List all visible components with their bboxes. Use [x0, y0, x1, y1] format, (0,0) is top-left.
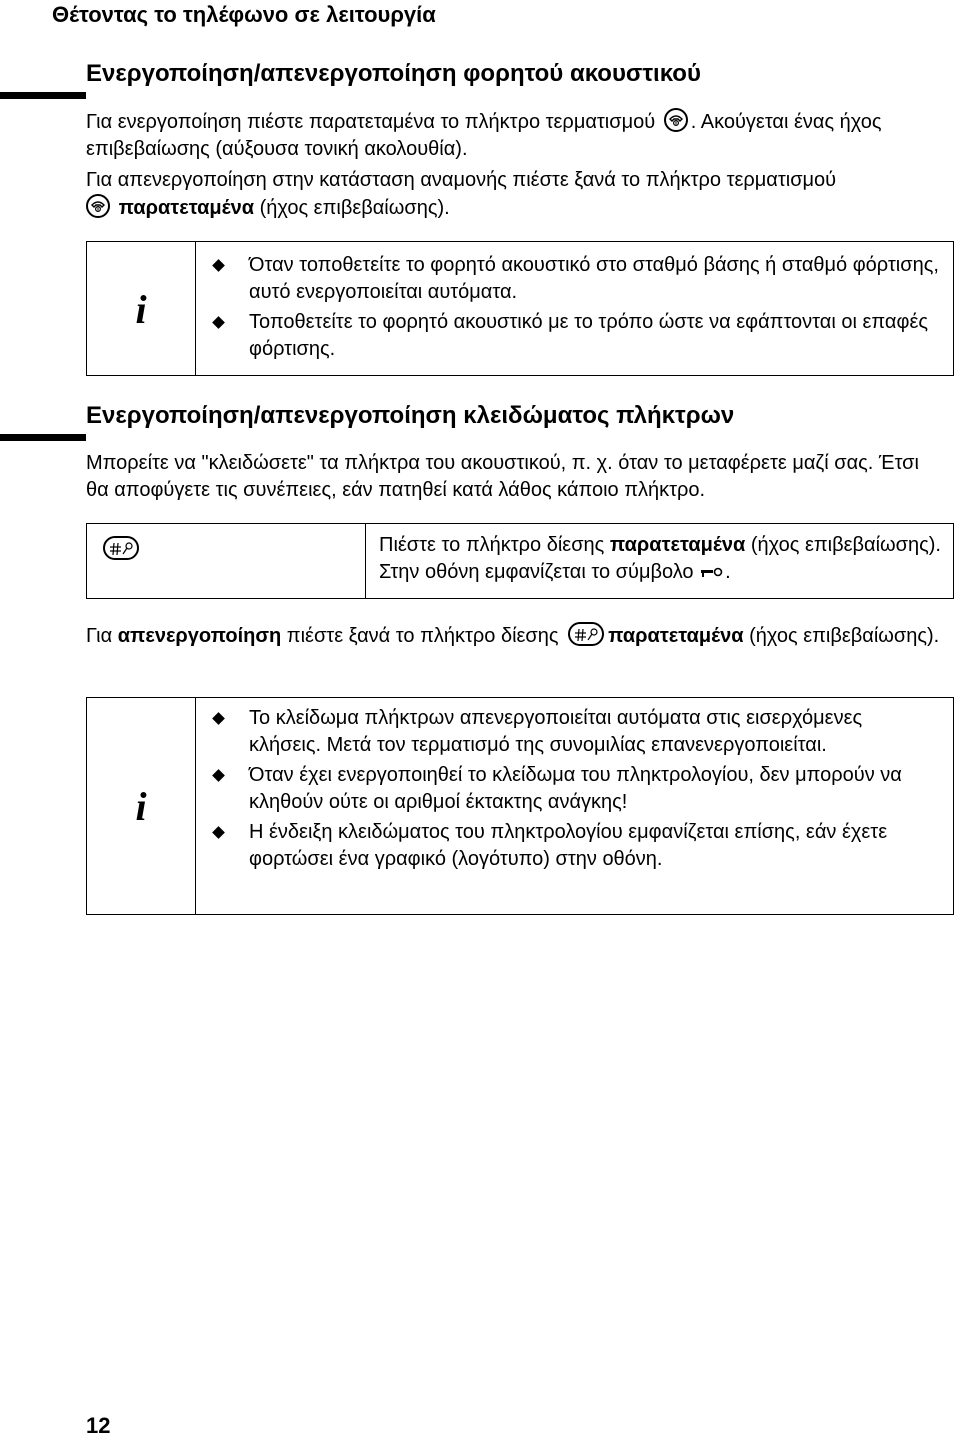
info-box-charging [86, 241, 954, 376]
paragraph-key-lock-intro: Μπορείτε να "κλειδώσετε" τα πλήκτρα του ακουστικού, π. χ. όταν το μεταφέρετε μαζί σας. Έτσι θα αποφύγετε τις συνέπειες, εάν πατηθεί κατά λάθος κάποιο πλήκτρο. [86, 452, 919, 501]
diamond-bullet-icon [212, 826, 225, 839]
info-list [209, 705, 939, 876]
step-box-lock [86, 523, 954, 599]
list-item-text: Το κλείδωμα πλήκτρων απενεργοποιείται αυτόματα στις εισερχόμενες κλήσεις. Μετά τον τερματισμό της συνομιλίας επανενεργοποιείται. [249, 707, 863, 756]
list-item [209, 252, 939, 306]
step-text: . [725, 561, 731, 583]
info-box-key-lock [86, 697, 954, 915]
list-item [209, 762, 939, 816]
page-number: 12 [86, 1413, 111, 1438]
paragraph-text: Για [86, 625, 118, 647]
list-item-text: Τοποθετείτε το φορητό ακουστικό με το τρόπο ώστε να εφάπτονται οι επαφές φόρτισης. [249, 311, 929, 360]
diamond-bullet-icon [212, 712, 225, 725]
end-call-key-icon [664, 108, 688, 132]
list-item [209, 309, 939, 363]
list-item-text: Η ένδειξη κλειδώματος του πληκτρολογίου εμφανίζεται επίσης, εάν έχετε φορτώσει ένα γραφικό (λογότυπο) στην οθόνη. [249, 821, 888, 870]
step-text: Πιέστε το πλήκτρο δίεσης [379, 534, 610, 556]
paragraph-text: Για ενεργοποίηση πιέστε παρατεταμένα το πλήκτρο τερματισμού [86, 111, 656, 133]
info-list [209, 252, 939, 366]
paragraph-power-off [86, 167, 946, 222]
paragraph-text: Για απενεργοποίηση στην κατάσταση αναμονής πιέστε ξανά το πλήκτρο τερματισμού [86, 169, 837, 191]
emphasis-text: απενεργοποίηση [117, 625, 282, 647]
paragraph-power-on [86, 108, 946, 163]
hash-key-icon [103, 536, 139, 560]
section-title-handset-power: Ενεργοποίηση/απενεργοποίηση φορητού ακουστικού [86, 60, 701, 87]
section-title-key-lock: Ενεργοποίηση/απενεργοποίηση κλειδώματος πλήκτρων [86, 402, 735, 429]
list-item [209, 705, 939, 759]
diamond-bullet-icon [212, 259, 225, 272]
paragraph-unlock [86, 622, 946, 650]
hash-key-icon [568, 622, 604, 646]
paragraph-text: . Ακούγεται ένας ήχος επιβεβαίωσης (αύξουσα τονική ακολουθία). [86, 111, 882, 160]
section-rule [0, 434, 86, 441]
list-item-text: Όταν έχει ενεργοποιηθεί το κλείδωμα του πληκτρολογίου, δεν μπορούν να κληθούν ούτε οι αριθμοί έκτακτης ανάγκης! [249, 764, 902, 813]
section-rule [0, 92, 86, 99]
key-lock-symbol-icon [699, 559, 725, 571]
list-item-text: Όταν τοποθετείτε το φορητό ακουστικό στο σταθμό βάσης ή σταθμό φόρτισης, αυτό ενεργοποιείται αυτόματα. [249, 254, 939, 303]
end-call-key-icon [86, 194, 110, 218]
info-icon: i [135, 784, 147, 829]
emphasis-text: παρατεταμένα [118, 197, 255, 219]
info-icon: i [135, 287, 147, 332]
emphasis-text: παρατεταμένα [608, 625, 744, 647]
page-header-title: Θέτοντας το τηλέφωνο σε λειτουργία [52, 2, 436, 27]
step-instruction [379, 532, 943, 586]
emphasis-text: παρατεταμένα [609, 534, 746, 556]
paragraph-text: πιέστε ξανά το πλήκτρο δίεσης [281, 625, 565, 647]
step-text: (ήχος επιβεβαίωσης). Στην οθόνη εμφανίζεται το σύμβολο [379, 534, 941, 583]
diamond-bullet-icon [212, 769, 225, 782]
paragraph-text: (ήχος επιβεβαίωσης). [743, 625, 940, 647]
list-item [209, 819, 939, 873]
paragraph-text: (ήχος επιβεβαίωσης). [254, 197, 450, 219]
diamond-bullet-icon [212, 316, 225, 329]
step-icon-cell [87, 524, 366, 598]
